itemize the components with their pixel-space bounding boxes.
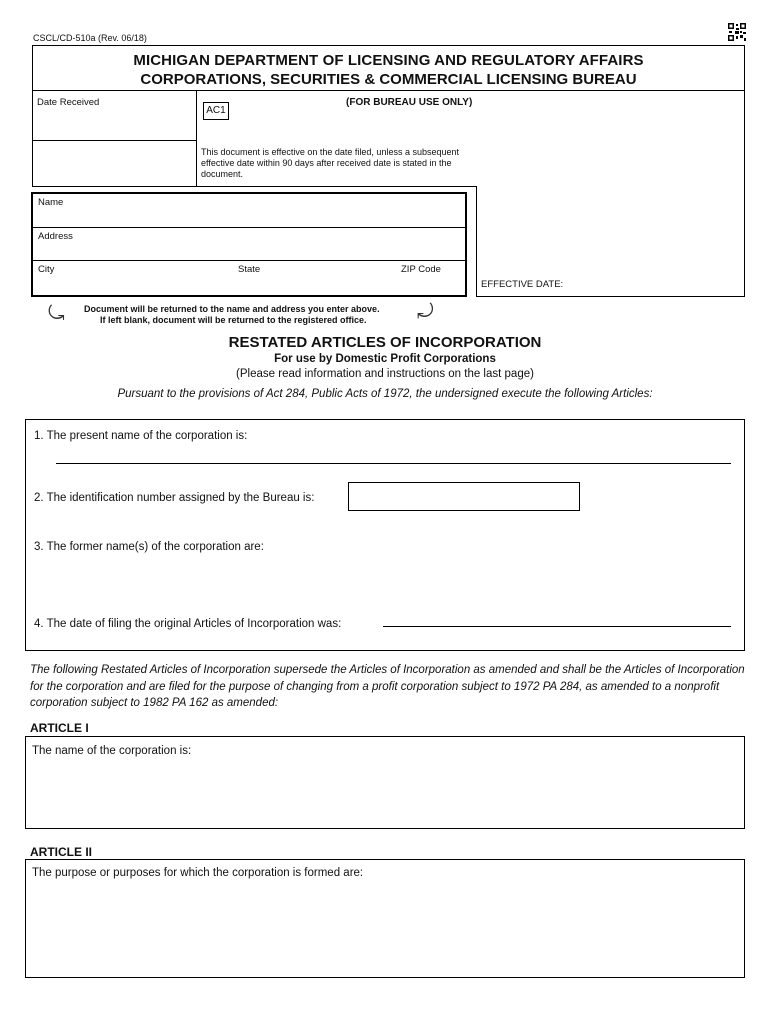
return-arrow-left-icon: ⤿: [48, 303, 65, 325]
bureau-use-only-label: (FOR BUREAU USE ONLY): [346, 97, 473, 108]
name-label: Name: [38, 197, 64, 208]
address-label: Address: [38, 231, 73, 242]
divider: [744, 91, 745, 297]
restated-statement: The following Restated Articles of Incorporation supersede the Articles of Incorporation as amended and shall be the Articles of Incorporation for the corporation and are filed for the purpose of changing from a profit corporation subject to 1972 PA 284, as amended to a nonprofit corporation subject to 1982 PA 162 as amended:: [30, 664, 745, 709]
return-address-box[interactable]: [31, 192, 467, 297]
state-label: State: [238, 264, 261, 275]
divider: [33, 260, 465, 261]
effective-date-label: EFFECTIVE DATE:: [481, 279, 564, 290]
original-filing-date-field[interactable]: [383, 626, 731, 627]
identification-number-field[interactable]: [348, 482, 580, 511]
divider: [476, 186, 477, 297]
form-title: RESTATED ARTICLES OF INCORPORATION: [228, 334, 542, 351]
item4-label: 4. The date of filing the original Articles of Incorporation was:: [34, 618, 342, 630]
article1-heading: ARTICLE I: [30, 721, 89, 735]
zip-label: ZIP Code: [401, 264, 441, 275]
divider: [32, 186, 477, 187]
divider: [32, 140, 197, 141]
ac1-box: AC1: [203, 102, 229, 120]
present-name-field[interactable]: [56, 463, 731, 464]
article1-text: The name of the corporation is:: [32, 745, 192, 757]
article1-box[interactable]: [25, 736, 745, 829]
return-note-line1: Document will be returned to the name and address you enter above.: [84, 304, 380, 314]
items-section: [25, 419, 745, 651]
department-title: MICHIGAN DEPARTMENT OF LICENSING AND REGULATORY AFFAIRS: [133, 52, 644, 69]
effective-note: This document is effective on the date filed, unless a subsequent effective date within 90 days after received date is stated in the document.: [201, 147, 459, 179]
item1-label: 1. The present name of the corporation is:: [34, 430, 248, 442]
item3-label: 3. The former name(s) of the corporation are:: [34, 541, 264, 553]
article2-text: The purpose or purposes for which the corporation is formed are:: [32, 867, 364, 879]
form-id: CSCL/CD-510a (Rev. 06/18): [33, 33, 147, 43]
form-subtitle: For use by Domestic Profit Corporations: [274, 353, 496, 365]
date-received-label: Date Received: [37, 97, 100, 108]
divider: [32, 91, 33, 187]
article2-box[interactable]: [25, 859, 745, 978]
city-label: City: [38, 264, 55, 275]
divider: [33, 227, 465, 228]
instructions-note: (Please read information and instructions on the last page): [236, 368, 534, 380]
barcode-icon: [727, 22, 747, 42]
item2-label: 2. The identification number assigned by the Bureau is:: [34, 492, 315, 504]
divider: [476, 296, 745, 297]
pursuant-statement: Pursuant to the provisions of Act 284, Public Acts of 1972, the undersigned execute the following Articles:: [117, 388, 653, 400]
bureau-title: CORPORATIONS, SECURITIES & COMMERCIAL LICENSING BUREAU: [140, 71, 637, 88]
divider: [196, 91, 197, 187]
return-note-line2: If left blank, document will be returned to the registered office.: [100, 315, 367, 325]
return-arrow-right-icon: ⤾: [417, 301, 434, 323]
article2-heading: ARTICLE II: [30, 845, 92, 859]
